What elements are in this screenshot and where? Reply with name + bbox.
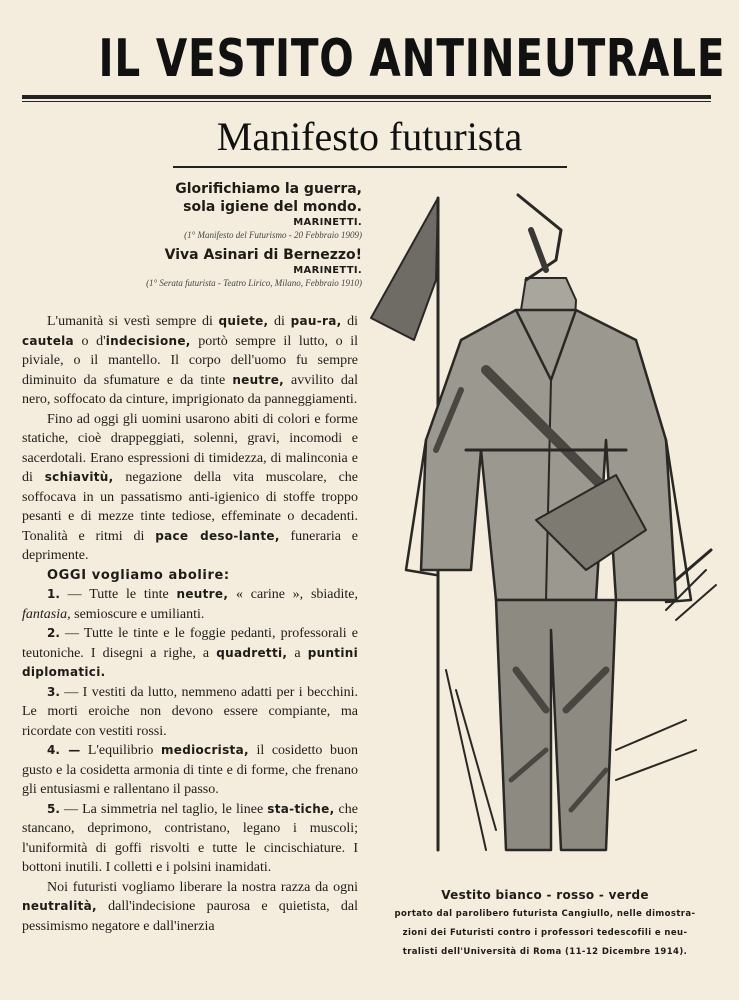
epigraph-quote: sola igiene del mondo. bbox=[183, 199, 362, 215]
paragraph-1: L'umanità si vestì sempre di quiete, di pau-ra, di cautela o d'indecisione, portò sempre il lutto, o il piviale, o il mantello. Il corpo dell'uomo fu sempre diminuito da sfumature e da tinte neutre, avvilito dal nero, soffocato da cinture, imprigionato da panneggiamenti. bbox=[22, 314, 358, 407]
caption-line: tralisti dell'Università di Roma (11-12 Dicembre 1914). bbox=[402, 947, 688, 957]
caption-line: zioni dei Futuristi contro i professori tedescofili e neu- bbox=[402, 928, 688, 938]
list-item: 4. — L'equilibrio mediocrista, il cosidetto buon gusto e la cosidetta armonia di tinte e di forme, che frenano gli entusiasmi e rallentano il passo. bbox=[22, 743, 358, 797]
manifesto-body bbox=[22, 312, 358, 936]
list-item: 2. — Tutte le tinte e le foggie pedanti, professorali e teutoniche. I disegni a righe, a quadretti, a puntini diplomatici. bbox=[22, 626, 359, 679]
illustration-caption bbox=[374, 885, 716, 962]
list-item: 3. — I vestiti da lutto, nemmeno adatti per i becchini. Le morti eroiche non devono essere compiante, ma ricordate con vestiti rossi. bbox=[22, 684, 358, 739]
title-rule-thin bbox=[22, 101, 711, 102]
epigraph-quote: Viva Asinari di Bernezzo! bbox=[164, 247, 362, 263]
subtitle-rule bbox=[173, 166, 567, 168]
epigraph-2 bbox=[60, 246, 362, 289]
epigraph-quote: Glorifichiamo la guerra, bbox=[175, 181, 362, 197]
suit-illustration bbox=[366, 190, 726, 880]
caption-line: portato dal parolibero futurista Cangiullo, nelle dimostra- bbox=[394, 909, 696, 919]
epigraph-1 bbox=[60, 180, 362, 241]
subtitle: Manifesto futurista bbox=[216, 114, 523, 159]
epigraph-author: MARINETTI. bbox=[293, 265, 362, 276]
section-heading: OGGI vogliamo abolire: bbox=[47, 567, 230, 583]
paragraph-2: Fino ad oggi gli uomini usarono abiti di colori e forme statiche, cioè drappeggiati, solenni, gravi, incomodi e sacerdotali. Erano espressioni di timidezza, di malinconia e di schiavitù, negazione della vita muscolare, che soffocava in un passatismo anti-igienico di stoffe troppo pesanti e di mezze tinte tediose, effeminate o decadenti. Tonalità e ritmi di pace deso-lante, funeraria e deprimente. bbox=[22, 411, 359, 563]
main-title: IL VESTITO ANTINEUTRALE bbox=[98, 29, 726, 89]
caption-title: Vestito bianco - rosso - verde bbox=[441, 888, 649, 902]
epigraph-author: MARINETTI. bbox=[293, 217, 362, 228]
list-item: 5. — La simmetria nel taglio, le linee sta-tiche, che stancano, deprimono, contristano, legano i muscoli; l'uniformità di goffi risvolti e tutte le cincischiature. I bottoni inutili. I colletti e i polsini inamidati. bbox=[22, 801, 358, 875]
title-rule-thick bbox=[22, 95, 711, 99]
paragraph-last: Noi futuristi vogliamo liberare la nostra razza da ogni neutralità, dall'indecisione paurosa e quietista, dal pessimismo negatore e dall'inerzia bbox=[22, 879, 358, 934]
list-item: 1. — Tutte le tinte neutre, « carine », sbiadite, fantasia, semioscure e umilianti. bbox=[22, 587, 358, 622]
epigraph-source: (1° Manifesto del Futurismo - 20 Febbraio 1909) bbox=[184, 230, 362, 240]
epigraph-source: (1° Serata futurista - Teatro Lirico, Milano, Febbraio 1910) bbox=[146, 278, 362, 288]
